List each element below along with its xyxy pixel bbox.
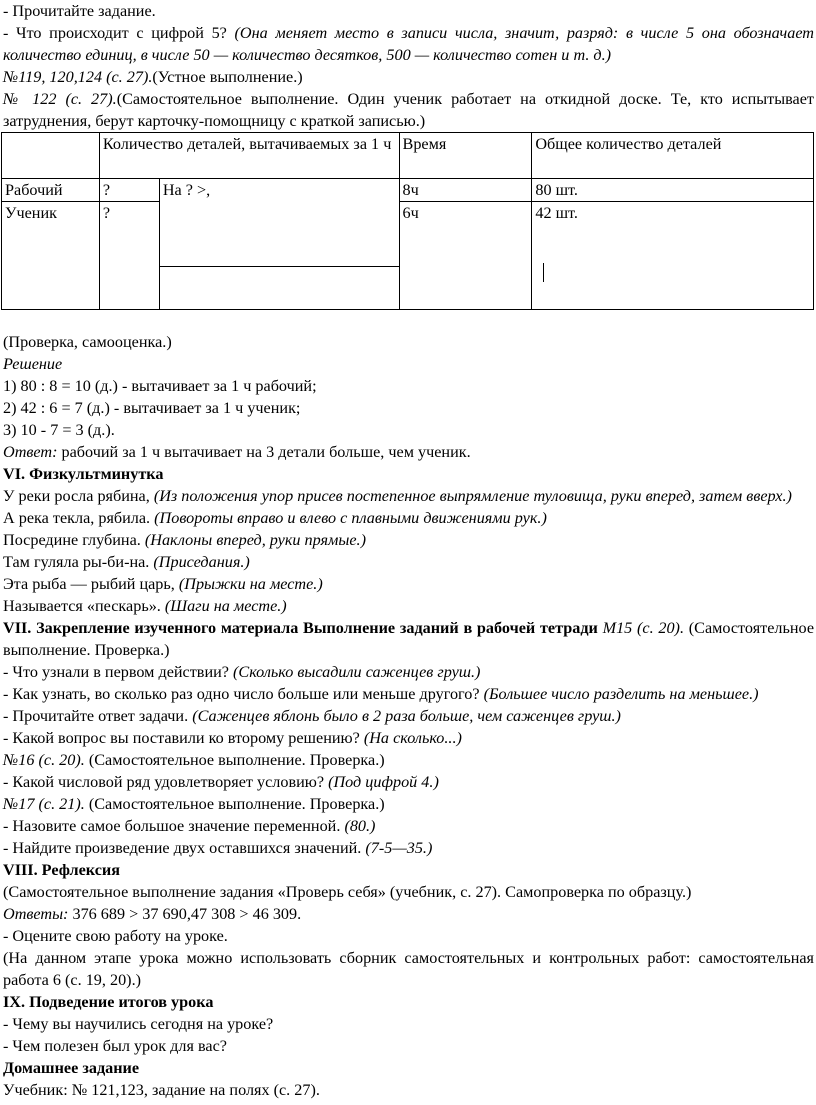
poem-note: (Повороты вправо и влево с плавными движениями рук.) <box>154 509 547 527</box>
poem-line <box>3 485 814 507</box>
question-text: - Что узнали в первом действии? <box>3 663 234 681</box>
reflection-question: - Оцените свою работу на уроке. <box>3 927 228 945</box>
solution-step: 3) 10 - 7 = 3 (д.). <box>3 421 115 439</box>
question-text: - Найдите произведение двух оставшихся значений. <box>3 839 366 857</box>
task-mode: (Самостоятельное выполнение. Один ученик работает на откидной доске. Те, кто испытывает затруднения, берут карточку-помощницу с краткой записью.) <box>3 90 814 130</box>
table-header-cell: Общее количество деталей <box>532 133 814 179</box>
answers-text: 376 689 > 37 690,47 308 > 46 309. <box>68 905 302 923</box>
qa-line <box>3 837 814 859</box>
reflection-task: (Самостоятельное выполнение задания «Проверь себя» (учебник, с. 27). Самопроверка по образцу.) <box>3 883 692 901</box>
table-cell: 8ч <box>399 179 532 202</box>
task-mode: (Самостоятельное выполнение. Проверка.) <box>84 795 385 813</box>
workbook-ref: М15 (с. 20). <box>597 619 684 637</box>
poem-note: (Шаги на месте.) <box>164 597 287 615</box>
answer-note: (Сколько высадили саженцев груш.) <box>233 663 481 681</box>
table-cell: 42 шт. <box>532 202 814 310</box>
table-cell <box>159 267 399 310</box>
question-text: - Что происходит с цифрой 5? <box>3 24 227 42</box>
poem-line <box>3 551 814 573</box>
answer-note: (Большее число разделить на меньшее.) <box>483 685 759 703</box>
qa-line <box>3 705 814 727</box>
intro-read-text: - Прочитайте задание. <box>3 2 156 20</box>
poem-note: (Наклоны вперед, руки прямые.) <box>144 531 366 549</box>
question-text: - Какой вопрос вы поставили ко второму решению? <box>3 729 364 747</box>
task-line <box>3 749 814 771</box>
section-title: VIII. Рефлексия <box>3 861 120 879</box>
task-ref: №16 (с. 20). <box>3 751 85 769</box>
homework-text: Учебник: № 121,123, задание на полях (с. 27). <box>3 1081 320 1099</box>
task-mode: (Самостоятельное выполнение. Проверка.) <box>3 619 814 659</box>
table-cell: 80 шт. <box>532 179 814 202</box>
section-title: VI. Физкультминутка <box>3 465 164 483</box>
task-mode: (Самостоятельное выполнение. Проверка.) <box>84 751 385 769</box>
poem-text: Посредине глубина. <box>3 531 145 549</box>
table-header-row <box>2 133 814 179</box>
table-header-cell: Время <box>399 133 532 179</box>
poem-text: Эта рыба — рыбий царь, <box>3 575 179 593</box>
problem-table <box>1 132 814 310</box>
answer-note: (Саженцев яблонь было в 2 раза больше, чем саженцев груш.) <box>192 707 621 725</box>
poem-text: Называется «пескарь». <box>3 597 165 615</box>
table-cell: На ? >, <box>159 179 399 267</box>
table-tick-mark <box>543 263 544 282</box>
qa-line <box>3 661 814 683</box>
poem-note: (Прыжки на месте.) <box>178 575 323 593</box>
answer-text: рабочий за 1 ч вытачивает на 3 детали больше, чем ученик. <box>57 443 471 461</box>
task-ref: №119, 120,124 (с. 27). <box>3 68 153 86</box>
reflection-note: (На данном этапе урока можно использовать сборник самостоятельных и контрольных работ: самостоятельная работа 6 (с. 19, 20).) <box>3 949 814 989</box>
check-note <box>3 331 814 353</box>
task-ref: №17 (с. 21). <box>3 795 85 813</box>
table-cell: ? <box>99 202 159 310</box>
poem-line <box>3 507 814 529</box>
reflection-answers <box>3 903 814 925</box>
qa-line <box>3 683 814 705</box>
question-text: - Как узнать, во сколько раз одно число больше или меньше другого? <box>3 685 484 703</box>
homework-title: Домашнее задание <box>3 1059 140 1077</box>
task-mode: (Устное выполнение.) <box>152 68 303 86</box>
answer-note: (На сколько...) <box>363 729 462 747</box>
answers-label: Ответы: <box>3 905 69 923</box>
answer-label: Ответ: <box>3 443 58 461</box>
table-cell: ? <box>99 179 159 202</box>
section-title <box>3 617 814 661</box>
section-title: IX. Подведение итогов урока <box>3 993 214 1011</box>
summary-question: - Чем полезен был урок для вас? <box>3 1037 227 1055</box>
task-line <box>3 793 814 815</box>
task-ref: № 122 (с. 27). <box>3 90 117 108</box>
solution-answer <box>3 441 814 463</box>
qa-line <box>3 815 814 837</box>
poem-line <box>3 573 814 595</box>
solution-step: 1) 80 : 8 = 10 (д.) - вытачивает за 1 ч рабочий; <box>3 377 317 395</box>
table-row <box>2 179 814 202</box>
check-text: (Проверка, самооценка.) <box>3 333 172 351</box>
answer-note: (7-5—35.) <box>365 839 433 857</box>
document-page <box>3 0 814 1101</box>
intro-tasks-119 <box>3 66 814 88</box>
question-text: - Какой числовой ряд удовлетворяет условию? <box>3 773 329 791</box>
qa-line <box>3 727 814 749</box>
solution-step: 2) 42 : 6 = 7 (д.) - вытачивает за 1 ч ученик; <box>3 399 301 417</box>
table-cell: Ученик <box>2 202 100 310</box>
question-text: - Прочитайте ответ задачи. <box>3 707 193 725</box>
answer-note: (Под цифрой 4.) <box>328 773 439 791</box>
table-cell: Рабочий <box>2 179 100 202</box>
poem-text: А река текла, рябила. <box>3 509 155 527</box>
poem-note: (Из положения упор присев постепенное выпрямление туловища, руки вперед, затем вверх.) <box>153 487 792 505</box>
table-cell: 6ч <box>399 202 532 310</box>
intro-line-read <box>3 0 814 22</box>
poem-text: Там гуляла ры-би-на. <box>3 553 154 571</box>
summary-question: - Чему вы научились сегодня на уроке? <box>3 1015 274 1033</box>
answer-note: (Она меняет место в записи числа, значит, разряд: в числе 5 она обозначает количество единиц, в числе 50 — количество десятков, 500 — количество сотен и т. д.) <box>3 24 815 64</box>
intro-question-five <box>3 22 814 66</box>
poem-line <box>3 529 814 551</box>
intro-task-122 <box>3 88 814 132</box>
table-header-cell: Количество деталей, вытачиваемых за 1 ч <box>99 133 399 179</box>
poem-note: (Приседания.) <box>153 553 250 571</box>
table-header-cell <box>2 133 100 179</box>
section-title-text: VII. Закрепление изученного материала Выполнение заданий в рабочей тетради <box>3 619 598 637</box>
answer-note: (80.) <box>344 817 376 835</box>
question-text: - Назовите самое большое значение переменной. <box>3 817 345 835</box>
poem-line <box>3 595 814 617</box>
qa-line <box>3 771 814 793</box>
table-row <box>2 202 814 267</box>
poem-text: У реки росла рябина, <box>3 487 154 505</box>
solution-heading: Решение <box>3 355 63 373</box>
